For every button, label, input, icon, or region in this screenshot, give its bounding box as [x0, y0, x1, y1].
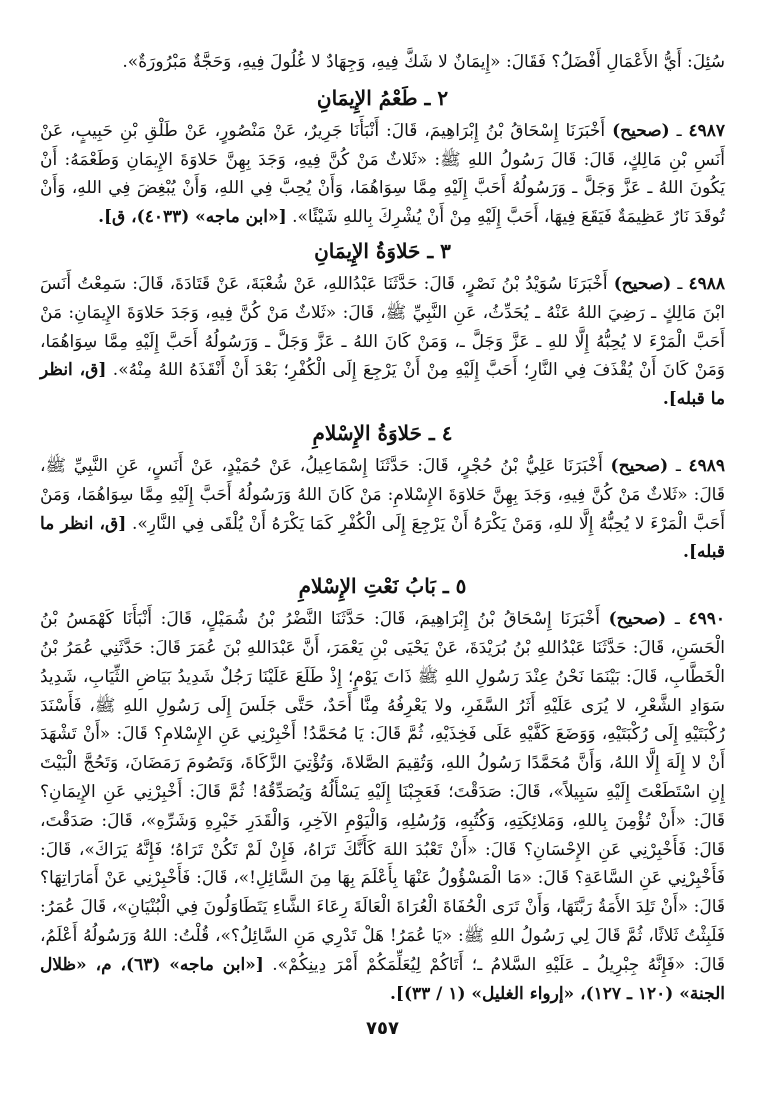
- hadith-grade: (صحيح): [608, 609, 667, 630]
- section-naat-al-islam: [40, 571, 725, 1008]
- hadith-text: أَخْبَرَنَا سُوَيْدُ بْنُ نَصْرٍ، قَالَ: حَدَّثَنَا عَبْدُاللهِ، عَنْ شُعْبَةَ، عَنْ قَتَادَةَ، قَالَ: سَمِعْتُ أَنَسَ ابْنَ مَالِكٍ ـ رَضِيَ اللهُ عَنْهُ ـ يُحَدِّثُ، عَنِ النَّبِيِّ ﷺ، قَالَ: «ثَلاثٌ مَنْ كُنَّ فِيهِ، وَجَدَ حَلاوَةَ الإِيمَانِ: مَنْ أَحَبَّ الْمَرْءَ لا يُحِبُّهُ إِلَّا للهِ ـ عَزَّ وَجَلَّ ـ، وَمَنْ كَانَ اللهُ ـ عَزَّ وَجَلَّ ـ وَرَسُولُهُ أَحَبَّ إِلَيْهِ مِمَّا سِوَاهُمَا، وَمَنْ كَانَ أَنْ يُقْذَفَ فِي النَّارِ؛ أَحَبَّ إِلَيْهِ مِنْ أَنْ يَرْجِعَ إِلَى الْكُفْرِ؛ بَعْدَ أَنْ أَنْقَذَهُ اللهُ مِنْهُ».: [40, 273, 726, 381]
- hadith-number: ٤٩٨٩: [688, 455, 726, 476]
- hadith-number: ٤٩٩٠: [688, 609, 725, 630]
- hadith-paragraph: ٤٩٩٠ ـ (صحيح) أَخْبَرَنَا إِسْحَاقُ بْنُ إِبْرَاهِيمَ، قَالَ: حَدَّثَنَا النَّضْرُ بْنُ شُمَيْلٍ، قَالَ: أَنْبَأَنَا كَهْمَسُ بْنُ الْحَسَنِ، قَالَ: حَدَّثَنَا عَبْدُاللهِ بْنُ بُرَيْدَةَ، عَنْ يَحْيَى بْنِ يَعْمَرَ، أَنَّ عَبْدَاللهِ بْنَ عُمَرَ قَالَ: حَدَّثَنِي عُمَرُ بْنُ الْخَطَّابِ، قَالَ: بَيْنَمَا نَحْنُ عِنْدَ رَسُولِ اللهِ ﷺ ذَاتَ يَوْمٍ؛ إِذْ طَلَعَ عَلَيْنَا رَجُلٌ شَدِيدُ بَيَاضِ الثِّيَابِ، شَدِيدُ سَوَادِ الشَّعْرِ، لا يُرَى عَلَيْهِ أَثَرُ السَّفَرِ، ولا يَعْرِفُهُ مِنَّا أَحَدٌ، حَتَّى جَلَسَ إِلَى رَسُولِ اللهِ ﷺ، فَأَسْنَدَ رُكْبَتَيْهِ إِلَى رُكْبَتَيْهِ، وَوَضَعَ كَفَّيْهِ عَلَى فَخِذَيْهِ، ثُمَّ قَالَ: يَا مُحَمَّدُ! أَخْبِرْنِي عَنِ الإِسْلامِ؟ قَالَ: «أَنْ تَشْهَدَ أَنْ لا إِلَهَ إِلَّا اللهُ، وَأَنَّ مُحَمَّدًا رَسُولُ اللهِ، وَتُقِيمَ الصَّلاةَ، وَتُؤْتِيَ الزَّكَاةَ، وَتَصُومَ رَمَضَانَ، وَتَحُجَّ الْبَيْتَ إِنِ اسْتَطَعْتَ إِلَيْهِ سَبِيلاً»، قَالَ: صَدَقْتَ؛ فَعَجِبْنَا إِلَيْهِ يَسْأَلُهُ وَيُصَدِّقُهُ! ثُمَّ قَالَ: أَخْبِرْنِي عَنِ الإِيمَانِ؟ قَالَ: «أَنْ تُؤْمِنَ بِاللهِ، وَمَلائِكَتِهِ، وَكُتُبِهِ، وَرُسُلِهِ، وَالْيَوْمِ الآخِرِ، وَالْقَدَرِ خَيْرِهِ وَشَرِّهِ»، قَالَ: صَدَقْتَ، قَالَ: فَأَخْبِرْنِي عَنِ الإِحْسَانِ؟ قَالَ: «أَنْ تَعْبُدَ اللهَ كَأَنَّكَ تَرَاهُ، فَإِنْ لَمْ تَكُنْ تَرَاهُ؛ فَإِنَّهُ يَرَاكَ»، قَالَ: فَأَخْبِرْنِي عَنِ السَّاعَةِ؟ قَالَ: «مَا الْمَسْؤُولُ عَنْهَا بِأَعْلَمَ بِهَا مِنَ السَّائِلِ!»، قَالَ: فَأَخْبِرْنِي عَنْ أَمَارَاتِهَا؟ قَالَ: «أَنْ تَلِدَ الأَمَةُ رَبَّتَهَا، وَأَنْ تَرَى الْحُفَاةَ الْعُرَاةَ الْعَالَةَ رِعَاءَ الشَّاءِ يَتَطَاوَلُونَ فِي الْبُنْيَانِ»، قَالَ عُمَرُ: فَلَبِثْتُ ثَلاثًا، ثُمَّ قَالَ لِي رَسُولُ اللهِ ﷺ: «يَا عُمَرُ! هَلْ تَدْرِي مَنِ السَّائِلُ؟»، قُلْتُ: اللهُ وَرَسُولُهُ أَعْلَمُ، قَالَ: «فَإِنَّهُ جِبْرِيلُ ـ عَلَيْهِ السَّلامُ ـ؛ أَتَاكُمْ لِيُعَلِّمَكُمْ أَمْرَ دِينِكُمْ». [«ابن ماجه» (٦٣)، م، «ظلال الجنة» (١٢٠ ـ ١٢٧)، «إرواء الغليل» (١ / ٣٣)].: [40, 609, 725, 1004]
- hadith-paragraph: ٤٩٨٨ ـ (صحيح) أَخْبَرَنَا سُوَيْدُ بْنُ نَصْرٍ، قَالَ: حَدَّثَنَا عَبْدُاللهِ، عَنْ شُعْبَةَ، عَنْ قَتَادَةَ، قَالَ: سَمِعْتُ أَنَسَ ابْنَ مَالِكٍ ـ رَضِيَ اللهُ عَنْهُ ـ يُحَدِّثُ، عَنِ النَّبِيِّ ﷺ، قَالَ: «ثَلاثٌ مَنْ كُنَّ فِيهِ، وَجَدَ حَلاوَةَ الإِيمَانِ: مَنْ أَحَبَّ الْمَرْءَ لا يُحِبُّهُ إِلَّا للهِ ـ عَزَّ وَجَلَّ ـ، وَمَنْ كَانَ اللهُ ـ عَزَّ وَجَلَّ ـ وَرَسُولُهُ أَحَبَّ إِلَيْهِ مِمَّا سِوَاهُمَا، وَمَنْ كَانَ أَنْ يُقْذَفَ فِي النَّارِ؛ أَحَبَّ إِلَيْهِ مِنْ أَنْ يَرْجِعَ إِلَى الْكُفْرِ؛ بَعْدَ أَنْ أَنْقَذَهُ اللهُ مِنْهُ». [ق، انظر ما قبله].: [40, 273, 726, 410]
- section-taam-al-iman: [40, 83, 725, 232]
- hadith-paragraph: ٤٩٨٧ ـ (صحيح) أَخْبَرَنَا إِسْحَاقُ بْنُ إِبْرَاهِيمَ، قَالَ: أَنْبَأَنَا جَرِيرٌ، عَنْ مَنْصُورٍ، عَنْ طَلْقِ بْنِ حَبِيبٍ، عَنْ أَنَسِ بْنِ مَالِكٍ، قَالَ: قَالَ رَسُولُ اللهِ ﷺ: «ثَلاثٌ مَنْ كُنَّ فِيهِ، وَجَدَ بِهِنَّ حَلاوَةَ الإِيمَانِ وَطَعْمَهُ: أَنْ يَكُونَ اللهُ ـ عَزَّ وَجَلَّ ـ وَرَسُولُهُ أَحَبَّ إِلَيْهِ مِمَّا سِوَاهُمَا، وَأَنْ يُحِبَّ فِي اللهِ، وَأَنْ يُبْغِضَ فِي اللهِ، وَأَنْ تُوقَدَ نَارٌ عَظِيمَةٌ فَيَقَعَ فِيهَا، أَحَبَّ إِلَيْهِ مِنْ أَنْ يُشْرِكَ بِاللهِ شَيْئًا». [«ابن ماجه» (٤٠٣٣)، ق].: [40, 120, 726, 228]
- section-halawat-al-islam: [40, 418, 725, 567]
- hadith-reference: [ق، انظر ما قبله].: [40, 513, 725, 563]
- hadith-grade: (صحيح): [612, 120, 670, 141]
- hadith-text: أَخْبَرَنَا إِسْحَاقُ بْنُ إِبْرَاهِيمَ، قَالَ: أَنْبَأَنَا جَرِيرٌ، عَنْ مَنْصُورٍ، عَنْ طَلْقِ بْنِ حَبِيبٍ، عَنْ أَنَسِ بْنِ مَالِكٍ، قَالَ: قَالَ رَسُولُ اللهِ ﷺ: «ثَلاثٌ مَنْ كُنَّ فِيهِ، وَجَدَ بِهِنَّ حَلاوَةَ الإِيمَانِ وَطَعْمَهُ: أَنْ يَكُونَ اللهُ ـ عَزَّ وَجَلَّ ـ وَرَسُولُهُ أَحَبَّ إِلَيْهِ مِمَّا سِوَاهُمَا، وَأَنْ يُحِبَّ فِي اللهِ، وَأَنْ يُبْغِضَ فِي اللهِ، وَأَنْ تُوقَدَ نَارٌ عَظِيمَةٌ فَيَقَعَ فِيهَا، أَحَبَّ إِلَيْهِ مِنْ أَنْ يُشْرِكَ بِاللهِ شَيْئًا».: [40, 120, 725, 228]
- page-number: ٧٥٧: [366, 1018, 399, 1039]
- hadith-reference: [«ابن ماجه» (٤٠٣٣)، ق].: [98, 207, 287, 228]
- section-halawat-al-iman: [40, 236, 725, 414]
- chapter-heading: ٤ ـ حَلاوَةُ الإِسْلامِ: [312, 420, 453, 445]
- hadith-text: أَخْبَرَنَا عَلِيُّ بْنُ حُجْرٍ، قَالَ: حَدَّثَنَا إِسْمَاعِيلُ، عَنْ حُمَيْدٍ، عَنْ أَنَسٍ، عَنِ النَّبِيِّ ﷺ، قَالَ: «ثَلاثٌ مَنْ كُنَّ فِيهِ، وَجَدَ بِهِنَّ حَلاوَةَ الإِسْلامِ: مَنْ كَانَ اللهُ وَرَسُولُهُ أَحَبَّ إِلَيْهِ مِمَّا سِوَاهُمَا، وَمَنْ أَحَبَّ الْمَرْءَ لا يُحِبُّهُ إِلَّا للهِ، وَمَنْ يَكْرَهُ أَنْ يَرْجِعَ إِلَى الْكُفْرِ كَمَا يَكْرَهُ أَنْ يُلْقَى فِي النَّارِ».: [40, 455, 726, 534]
- hadith-grade: (صحيح): [613, 273, 672, 294]
- hadith-grade: (صحيح): [610, 455, 669, 476]
- hadith-reference: [ق، انظر ما قبله].: [40, 360, 725, 410]
- hadith-number: ٤٩٨٧: [688, 120, 726, 141]
- chapter-heading: ٥ ـ بَابُ نَعْتِ الإِسْلامِ: [298, 574, 467, 599]
- chapter-heading: ٢ ـ طَعْمُ الإِيمَانِ: [316, 85, 449, 110]
- hadith-paragraph: ٤٩٨٩ ـ (صحيح) أَخْبَرَنَا عَلِيُّ بْنُ حُجْرٍ، قَالَ: حَدَّثَنَا إِسْمَاعِيلُ، عَنْ حُمَيْدٍ، عَنْ أَنَسٍ، عَنِ النَّبِيِّ ﷺ، قَالَ: «ثَلاثٌ مَنْ كُنَّ فِيهِ، وَجَدَ بِهِنَّ حَلاوَةَ الإِسْلامِ: مَنْ كَانَ اللهُ وَرَسُولُهُ أَحَبَّ إِلَيْهِ مِمَّا سِوَاهُمَا، وَمَنْ أَحَبَّ الْمَرْءَ لا يُحِبُّهُ إِلَّا للهِ، وَمَنْ يَكْرَهُ أَنْ يَرْجِعَ إِلَى الْكُفْرِ كَمَا يَكْرَهُ أَنْ يُلْقَى فِي النَّارِ». [ق، انظر ما قبله].: [40, 455, 726, 563]
- intro-paragraph: سُئِلَ: أَيُّ الأَعْمَالِ أَفْضَلُ؟ فَقَالَ: «إِيمَانٌ لا شَكَّ فِيهِ، وَجِهَادٌ لا غُلُولَ فِيهِ، وَحَجَّةٌ مَبْرُورَةٌ».: [122, 52, 725, 72]
- hadith-reference: [«ابن ماجه» (٦٣)، م، «ظلال الجنة» (١٢٠ ـ ١٢٧)، «إرواء الغليل» (١ / ٣٣)].: [40, 954, 725, 1004]
- hadith-text: أَخْبَرَنَا إِسْحَاقُ بْنُ إِبْرَاهِيمَ، قَالَ: حَدَّثَنَا النَّضْرُ بْنُ شُمَيْلٍ، قَالَ: أَنْبَأَنَا كَهْمَسُ بْنُ الْحَسَنِ، قَالَ: حَدَّثَنَا عَبْدُاللهِ بْنُ بُرَيْدَةَ، عَنْ يَحْيَى بْنِ يَعْمَرَ، أَنَّ عَبْدَاللهِ بْنَ عُمَرَ قَالَ: حَدَّثَنِي عُمَرُ بْنُ الْخَطَّابِ، قَالَ: بَيْنَمَا نَحْنُ عِنْدَ رَسُولِ اللهِ ﷺ ذَاتَ يَوْمٍ؛ إِذْ طَلَعَ عَلَيْنَا رَجُلٌ شَدِيدُ بَيَاضِ الثِّيَابِ، شَدِيدُ سَوَادِ الشَّعْرِ، لا يُرَى عَلَيْهِ أَثَرُ السَّفَرِ، ولا يَعْرِفُهُ مِنَّا أَحَدٌ، حَتَّى جَلَسَ إِلَى رَسُولِ اللهِ ﷺ، فَأَسْنَدَ رُكْبَتَيْهِ إِلَى رُكْبَتَيْهِ، وَوَضَعَ كَفَّيْهِ عَلَى فَخِذَيْهِ، ثُمَّ قَالَ: يَا مُحَمَّدُ! أَخْبِرْنِي عَنِ الإِسْلامِ؟ قَالَ: «أَنْ تَشْهَدَ أَنْ لا إِلَهَ إِلَّا اللهُ، وَأَنَّ مُحَمَّدًا رَسُولُ اللهِ، وَتُقِيمَ الصَّلاةَ، وَتُؤْتِيَ الزَّكَاةَ، وَتَصُومَ رَمَضَانَ، وَتَحُجَّ الْبَيْتَ إِنِ اسْتَطَعْتَ إِلَيْهِ سَبِيلاً»، قَالَ: صَدَقْتَ؛ فَعَجِبْنَا إِلَيْهِ يَسْأَلُهُ وَيُصَدِّقُهُ! ثُمَّ قَالَ: أَخْبِرْنِي عَنِ الإِيمَانِ؟ قَالَ: «أَنْ تُؤْمِنَ بِاللهِ، وَمَلائِكَتِهِ، وَكُتُبِهِ، وَرُسُلِهِ، وَالْيَوْمِ الآخِرِ، وَالْقَدَرِ خَيْرِهِ وَشَرِّهِ»، قَالَ: صَدَقْتَ، قَالَ: فَأَخْبِرْنِي عَنِ الإِحْسَانِ؟ قَالَ: «أَنْ تَعْبُدَ اللهَ كَأَنَّكَ تَرَاهُ، فَإِنْ لَمْ تَكُنْ تَرَاهُ؛ فَإِنَّهُ يَرَاكَ»، قَالَ: فَأَخْبِرْنِي عَنِ السَّاعَةِ؟ قَالَ: «مَا الْمَسْؤُولُ عَنْهَا بِأَعْلَمَ بِهَا مِنَ السَّائِلِ!»، قَالَ: فَأَخْبِرْنِي عَنْ أَمَارَاتِهَا؟ قَالَ: «أَنْ تَلِدَ الأَمَةُ رَبَّتَهَا، وَأَنْ تَرَى الْحُفَاةَ الْعُرَاةَ الْعَالَةَ رِعَاءَ الشَّاءِ يَتَطَاوَلُونَ فِي الْبُنْيَانِ»، قَالَ عُمَرُ: فَلَبِثْتُ ثَلاثًا، ثُمَّ قَالَ لِي رَسُولُ اللهِ ﷺ: «يَا عُمَرُ! هَلْ تَدْرِي مَنِ السَّائِلُ؟»، قُلْتُ: اللهُ وَرَسُولُهُ أَعْلَمُ، قَالَ: «فَإِنَّهُ جِبْرِيلُ ـ عَلَيْهِ السَّلامُ ـ؛ أَتَاكُمْ لِيُعَلِّمَكُمْ أَمْرَ دِينِكُمْ».: [40, 609, 725, 975]
- chapter-heading: ٣ ـ حَلاوَةُ الإِيمَانِ: [314, 238, 451, 263]
- hadith-number: ٤٩٨٨: [688, 273, 725, 294]
